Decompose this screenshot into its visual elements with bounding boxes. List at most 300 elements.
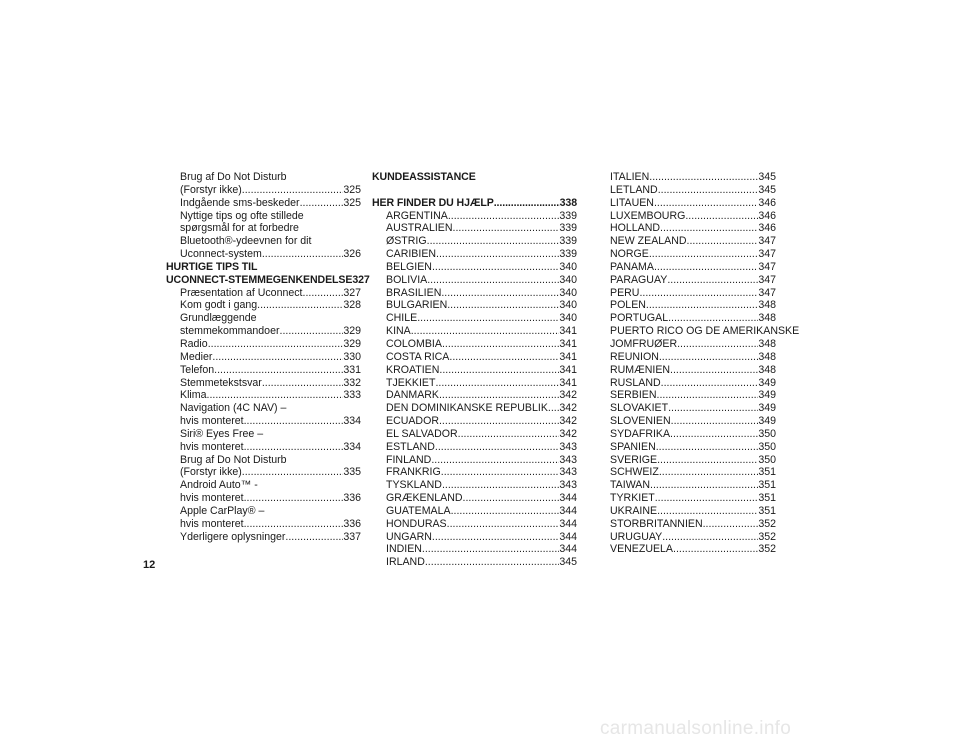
toc-text-line: Apple CarPlay® – bbox=[180, 504, 265, 517]
toc-entry-page: 351 bbox=[758, 479, 776, 492]
dot-leader bbox=[649, 171, 758, 184]
dot-leader bbox=[257, 299, 343, 312]
toc-entry[interactable] bbox=[610, 402, 776, 415]
dot-leader bbox=[442, 338, 559, 351]
toc-entry[interactable] bbox=[372, 466, 577, 479]
dot-leader bbox=[659, 351, 758, 364]
toc-entry-label: Klima bbox=[180, 389, 207, 402]
toc-entry[interactable] bbox=[372, 441, 577, 454]
dot-leader bbox=[660, 222, 758, 235]
toc-text-line: Brug af Do Not Disturb bbox=[180, 171, 287, 183]
dot-leader bbox=[208, 338, 344, 351]
toc-entry-label: Radio bbox=[180, 337, 208, 350]
toc-entry-page: 348 bbox=[758, 337, 776, 350]
toc-text-line: Nyttige tips og ofte stillede bbox=[180, 209, 304, 222]
toc-entry-label: Præsentation af Uconnect bbox=[180, 286, 303, 299]
toc-entry-label: GUATEMALA bbox=[386, 504, 451, 517]
dot-leader bbox=[436, 248, 559, 261]
toc-entry[interactable] bbox=[166, 351, 361, 364]
dot-leader bbox=[657, 454, 758, 467]
toc-entry[interactable] bbox=[166, 389, 361, 402]
toc-entry[interactable] bbox=[610, 338, 776, 351]
toc-entry-page: 329 bbox=[343, 337, 361, 350]
toc-entry-page: 325 bbox=[343, 196, 361, 209]
toc-entry-label: hvis monteret bbox=[180, 440, 244, 453]
toc-column-middle bbox=[372, 171, 577, 569]
toc-entry-page: 352 bbox=[758, 543, 776, 556]
toc-heading-entry[interactable] bbox=[372, 197, 577, 210]
toc-entry-page: 326 bbox=[343, 248, 361, 261]
toc-text-line: PUERTO RICO OG DE AMERIKANSKE bbox=[610, 325, 800, 338]
toc-entry-page: 327 bbox=[343, 286, 361, 299]
toc-entry[interactable] bbox=[610, 441, 776, 454]
toc-entry-page: 348 bbox=[758, 350, 776, 363]
toc-entry-label: UNGARN bbox=[386, 530, 432, 543]
toc-entry[interactable] bbox=[372, 312, 577, 325]
toc-entry-label: REUNION bbox=[610, 350, 659, 363]
toc-entry[interactable] bbox=[372, 415, 577, 428]
toc-entry-label: SLOVAKIET bbox=[610, 402, 669, 415]
toc-entry-page: 347 bbox=[758, 235, 776, 248]
toc-entry[interactable] bbox=[166, 364, 361, 377]
toc-text-line: Bluetooth®-ydeevnen for dit bbox=[180, 235, 312, 248]
toc-entry-label: ECUADOR bbox=[386, 415, 439, 428]
toc-entry[interactable] bbox=[166, 531, 361, 544]
toc-entry-label: KROATIEN bbox=[386, 363, 440, 376]
dot-leader bbox=[244, 415, 344, 428]
toc-entry-page: 344 bbox=[559, 504, 577, 517]
toc-entry-label: HONDURAS bbox=[386, 517, 447, 530]
toc-entry-page: 339 bbox=[559, 248, 577, 261]
toc-text-line: Grundlæggende bbox=[180, 312, 257, 325]
dot-leader bbox=[649, 248, 758, 261]
dot-leader bbox=[646, 299, 758, 312]
toc-text-line: spørgsmål for at forbedre bbox=[180, 222, 299, 235]
toc-entry-page: 337 bbox=[343, 530, 361, 543]
toc-entry-page: 339 bbox=[559, 209, 577, 222]
toc-column-right bbox=[610, 171, 800, 556]
toc-entry[interactable] bbox=[372, 428, 577, 441]
toc-entry[interactable] bbox=[372, 248, 577, 261]
toc-entry-label: BELGIEN bbox=[386, 260, 432, 273]
toc-entry-page: 334 bbox=[343, 415, 361, 428]
toc-entry[interactable] bbox=[166, 338, 361, 351]
toc-entry[interactable] bbox=[372, 518, 577, 531]
toc-entry-label: hvis monteret bbox=[180, 492, 244, 505]
dot-leader bbox=[285, 531, 343, 544]
dot-leader bbox=[548, 402, 559, 415]
toc-entry-page: 352 bbox=[758, 530, 776, 543]
dot-leader bbox=[654, 197, 758, 210]
dot-leader bbox=[244, 441, 344, 454]
toc-entry-page: 333 bbox=[343, 389, 361, 402]
toc-text-line: Navigation (4C NAV) – bbox=[180, 402, 287, 415]
toc-entry[interactable] bbox=[372, 556, 577, 569]
dot-leader bbox=[494, 197, 560, 210]
toc-entry-label: IRLAND bbox=[386, 556, 425, 569]
toc-heading: HURTIGE TIPS TIL bbox=[166, 260, 258, 273]
toc-entry[interactable] bbox=[610, 389, 776, 402]
toc-entry-page: 325 bbox=[343, 183, 361, 196]
dot-leader bbox=[262, 377, 343, 390]
toc-entry-page: 336 bbox=[343, 492, 361, 505]
toc-entry-page: 351 bbox=[758, 504, 776, 517]
dot-leader bbox=[303, 287, 344, 300]
toc-entry-label: Medier bbox=[180, 350, 213, 363]
toc-entry[interactable] bbox=[372, 299, 577, 312]
toc-entry[interactable] bbox=[610, 299, 776, 312]
toc-entry[interactable] bbox=[610, 377, 776, 390]
toc-entry-label: FINLAND bbox=[386, 453, 432, 466]
dot-leader bbox=[673, 543, 758, 556]
toc-entry-page: 343 bbox=[559, 466, 577, 479]
toc-entry-label: PANAMA bbox=[610, 260, 654, 273]
toc-text-line: Siri® Eyes Free – bbox=[180, 427, 264, 440]
dot-leader bbox=[439, 389, 559, 402]
toc-entry-page: 344 bbox=[559, 492, 577, 505]
dot-leader bbox=[670, 428, 758, 441]
toc-entry-label: Yderligere oplysninger bbox=[180, 530, 286, 543]
toc-entry-label: ESTLAND bbox=[386, 440, 435, 453]
toc-entry-page: 339 bbox=[559, 235, 577, 248]
toc-entry-label: POLEN bbox=[610, 299, 646, 312]
toc-entry-label: CARIBIEN bbox=[386, 248, 437, 261]
toc-entry-label: hvis monteret bbox=[180, 517, 244, 530]
dot-leader bbox=[660, 505, 758, 518]
dot-leader bbox=[458, 428, 560, 441]
toc-entry[interactable] bbox=[372, 389, 577, 402]
toc-entry-label: (Forstyr ikke) bbox=[180, 183, 242, 196]
dot-leader bbox=[280, 325, 344, 338]
dot-leader bbox=[300, 197, 344, 210]
dot-leader bbox=[448, 210, 560, 223]
toc-entry[interactable] bbox=[610, 274, 776, 287]
toc-entry[interactable] bbox=[610, 210, 776, 223]
toc-entry-label: RUSLAND bbox=[610, 376, 661, 389]
dot-leader bbox=[451, 505, 560, 518]
toc-entry-label: BRASILIEN bbox=[386, 286, 442, 299]
toc-entry[interactable] bbox=[372, 543, 577, 556]
toc-entry-page: 340 bbox=[559, 299, 577, 312]
toc-entry-page: 338 bbox=[559, 196, 577, 209]
toc-entry-page: 349 bbox=[758, 389, 776, 402]
toc-entry-label: LUXEMBOURG bbox=[610, 209, 686, 222]
toc-entry-label: CHILE bbox=[386, 312, 418, 325]
dot-leader bbox=[432, 261, 559, 274]
toc-entry[interactable] bbox=[610, 248, 776, 261]
toc-entry-page: 346 bbox=[758, 196, 776, 209]
dot-leader bbox=[435, 377, 559, 390]
dot-leader bbox=[677, 338, 758, 351]
toc-entry-page: 348 bbox=[758, 363, 776, 376]
dot-leader bbox=[441, 466, 560, 479]
toc-entry-page: 349 bbox=[758, 402, 776, 415]
toc-entry[interactable] bbox=[166, 415, 361, 428]
toc-entry-label: EL SALVADOR bbox=[386, 427, 458, 440]
toc-entry-label: Kom godt i gang bbox=[180, 299, 258, 312]
toc-entry[interactable] bbox=[372, 479, 577, 492]
toc-entry[interactable] bbox=[610, 261, 776, 274]
toc-entry-label: SVERIGE bbox=[610, 453, 658, 466]
toc-entry[interactable] bbox=[610, 492, 776, 505]
toc-entry-label: FRANKRIG bbox=[386, 466, 441, 479]
watermark: carmanualsonline.info bbox=[600, 718, 792, 739]
dot-leader bbox=[242, 466, 344, 479]
toc-entry-label: GRÆKENLAND bbox=[386, 492, 463, 505]
dot-leader bbox=[411, 325, 560, 338]
toc-entry-label: LITAUEN bbox=[610, 196, 654, 209]
toc-entry[interactable] bbox=[610, 505, 776, 518]
toc-entry[interactable] bbox=[372, 505, 577, 518]
toc-entry-label: KINA bbox=[386, 325, 411, 338]
toc-entry-page: 330 bbox=[343, 350, 361, 363]
toc-entry-label: SPANIEN bbox=[610, 440, 656, 453]
toc-entry-label: HOLLAND bbox=[610, 222, 661, 235]
toc-entry-label: TYRKIET bbox=[610, 492, 655, 505]
dot-leader bbox=[463, 492, 560, 505]
toc-entry-page: 340 bbox=[559, 273, 577, 286]
toc-entry-label: TJEKKIET bbox=[386, 376, 436, 389]
toc-entry-page: 349 bbox=[758, 415, 776, 428]
toc-entry[interactable] bbox=[372, 325, 577, 338]
toc-entry[interactable] bbox=[166, 492, 361, 505]
toc-entry-label: PORTUGAL bbox=[610, 312, 669, 325]
dot-leader bbox=[244, 518, 344, 531]
dot-leader bbox=[427, 274, 559, 287]
toc-entry[interactable] bbox=[372, 210, 577, 223]
toc-entry[interactable] bbox=[372, 454, 577, 467]
toc-entry[interactable] bbox=[610, 531, 776, 544]
toc-column-left bbox=[166, 171, 370, 543]
toc-entry[interactable] bbox=[372, 274, 577, 287]
toc-entry[interactable] bbox=[610, 184, 776, 197]
dot-leader bbox=[668, 312, 758, 325]
toc-entry[interactable] bbox=[166, 197, 361, 210]
dot-leader bbox=[262, 248, 343, 261]
toc-entry[interactable] bbox=[610, 171, 776, 184]
toc-entry[interactable] bbox=[610, 351, 776, 364]
dot-leader bbox=[687, 235, 759, 248]
toc-entry-page: 340 bbox=[559, 312, 577, 325]
dot-leader bbox=[449, 351, 559, 364]
toc-entry-page: 343 bbox=[559, 440, 577, 453]
toc-entry-page: 346 bbox=[758, 209, 776, 222]
dot-leader bbox=[435, 441, 559, 454]
toc-heading: KUNDEASSISTANCE bbox=[372, 171, 476, 183]
toc-entry[interactable] bbox=[166, 299, 361, 312]
toc-entry-page: 352 bbox=[758, 517, 776, 530]
toc-entry[interactable] bbox=[610, 287, 776, 300]
dot-leader bbox=[685, 210, 758, 223]
toc-entry-page: 332 bbox=[343, 376, 361, 389]
toc-entry-label: VENEZUELA bbox=[610, 543, 673, 556]
toc-entry-page: 345 bbox=[758, 183, 776, 196]
toc-entry-page: 350 bbox=[758, 453, 776, 466]
toc-entry-page: 347 bbox=[758, 260, 776, 273]
toc-entry[interactable] bbox=[610, 312, 776, 325]
toc-entry[interactable] bbox=[610, 235, 776, 248]
dot-leader bbox=[650, 479, 758, 492]
toc-entry-page: 340 bbox=[559, 260, 577, 273]
toc-text-line: Brug af Do Not Disturb bbox=[180, 453, 287, 466]
toc-entry[interactable] bbox=[372, 351, 577, 364]
toc-entry-label: URUGUAY bbox=[610, 530, 663, 543]
toc-entry-page: 345 bbox=[559, 556, 577, 569]
toc-entry-label: Telefon bbox=[180, 363, 215, 376]
toc-entry[interactable] bbox=[610, 364, 776, 377]
dot-leader bbox=[244, 492, 344, 505]
toc-entry[interactable] bbox=[610, 479, 776, 492]
dot-leader bbox=[432, 531, 559, 544]
toc-entry[interactable] bbox=[166, 377, 361, 390]
toc-entry-label: Stemmetekstsvar bbox=[180, 376, 262, 389]
toc-entry[interactable] bbox=[372, 492, 577, 505]
toc-entry[interactable] bbox=[372, 287, 577, 300]
dot-leader bbox=[425, 556, 559, 569]
dot-leader bbox=[659, 466, 758, 479]
dot-leader bbox=[658, 184, 759, 197]
toc-entry[interactable] bbox=[610, 222, 776, 235]
dot-leader bbox=[703, 518, 759, 531]
toc-entry-label: ØSTRIG bbox=[386, 235, 427, 248]
toc-entry-page: 341 bbox=[559, 376, 577, 389]
toc-entry-label: UKRAINE. bbox=[610, 504, 661, 517]
toc-entry-page: 341 bbox=[559, 350, 577, 363]
dot-leader bbox=[242, 184, 344, 197]
toc-entry[interactable] bbox=[610, 543, 776, 556]
toc-entry[interactable] bbox=[166, 518, 361, 531]
dot-leader bbox=[670, 364, 758, 377]
dot-leader bbox=[439, 415, 559, 428]
dot-leader bbox=[657, 389, 759, 402]
toc-text-line: Android Auto™ - bbox=[180, 479, 258, 492]
dot-leader bbox=[427, 235, 560, 248]
dot-leader bbox=[656, 441, 759, 454]
toc-entry[interactable] bbox=[166, 325, 361, 338]
dot-leader bbox=[655, 492, 759, 505]
toc-entry[interactable] bbox=[166, 248, 361, 261]
dot-leader bbox=[441, 287, 559, 300]
toc-entry-label: TYSKLAND bbox=[386, 479, 442, 492]
toc-entry-page: 348 bbox=[758, 312, 776, 325]
dot-leader bbox=[214, 364, 343, 377]
toc-entry[interactable] bbox=[372, 364, 577, 377]
toc-entry-page: 329 bbox=[343, 325, 361, 338]
dot-leader bbox=[453, 222, 560, 235]
toc-entry-page: 344 bbox=[559, 517, 577, 530]
dot-leader bbox=[447, 518, 560, 531]
toc-entry[interactable] bbox=[166, 441, 361, 454]
toc-entry-page: 341 bbox=[559, 337, 577, 350]
toc-entry-page: 343 bbox=[559, 453, 577, 466]
toc-entry-label: ARGENTINA bbox=[386, 209, 448, 222]
toc-entry[interactable] bbox=[610, 518, 776, 531]
toc-entry-page: 347 bbox=[758, 273, 776, 286]
toc-entry-label: AUSTRALIEN bbox=[386, 222, 453, 235]
toc-entry-label: DANMARK bbox=[386, 389, 439, 402]
toc-entry-label: COSTA RICA bbox=[386, 350, 450, 363]
toc-entry-page: 343 bbox=[559, 479, 577, 492]
page-number: 12 bbox=[143, 559, 156, 571]
toc-entry-page: 351 bbox=[758, 466, 776, 479]
toc-entry-page: 327 bbox=[352, 273, 370, 286]
toc-entry-label: stemmekommandoer bbox=[180, 325, 280, 338]
toc-entry-page: 350 bbox=[758, 427, 776, 440]
toc-entry-label: PARAGUAY bbox=[610, 273, 668, 286]
dot-leader bbox=[431, 454, 559, 467]
toc-entry-page: 328 bbox=[343, 299, 361, 312]
toc-entry[interactable] bbox=[372, 222, 577, 235]
toc-entry-page: 345 bbox=[758, 171, 776, 183]
dot-leader bbox=[442, 479, 559, 492]
toc-entry-label: DEN DOMINIKANSKE REPUBLIK bbox=[386, 402, 548, 415]
toc-entry-label: NORGE bbox=[610, 248, 649, 261]
dot-leader bbox=[422, 543, 559, 556]
toc-entry-label: NEW ZEALAND bbox=[610, 235, 687, 248]
dot-leader bbox=[661, 377, 759, 390]
toc-entry[interactable] bbox=[166, 184, 361, 197]
toc-entry[interactable] bbox=[372, 531, 577, 544]
toc-entry-page: 342 bbox=[559, 427, 577, 440]
toc-entry-label: BOLIVIA bbox=[386, 273, 428, 286]
toc-entry-label: COLOMBIA bbox=[386, 337, 442, 350]
toc-entry-page: 341 bbox=[559, 363, 577, 376]
toc-entry-page: 336 bbox=[343, 517, 361, 530]
toc-entry-label: TAIWAN bbox=[610, 479, 651, 492]
toc-entry-page: 342 bbox=[559, 402, 577, 415]
toc-entry[interactable] bbox=[372, 338, 577, 351]
toc-heading-entry[interactable] bbox=[166, 273, 370, 287]
dot-leader bbox=[667, 274, 758, 287]
toc-entry[interactable] bbox=[610, 428, 776, 441]
toc-entry-label: JOMFRUØER bbox=[610, 337, 678, 350]
toc-entry-label: SYDAFRIKA bbox=[610, 427, 671, 440]
toc-entry-label: RUMÆNIEN bbox=[610, 363, 671, 376]
dot-leader bbox=[668, 402, 758, 415]
toc-entry[interactable] bbox=[610, 415, 776, 428]
toc-entry-label: STORBRITANNIEN bbox=[610, 517, 703, 530]
toc-entry[interactable] bbox=[166, 287, 361, 300]
toc-entry-page: 351 bbox=[758, 492, 776, 505]
dot-leader bbox=[417, 312, 559, 325]
toc-entry-page: 350 bbox=[758, 440, 776, 453]
toc-entry[interactable] bbox=[610, 454, 776, 467]
toc-entry[interactable] bbox=[372, 261, 577, 274]
toc-entry-page: 334 bbox=[343, 440, 361, 453]
toc-entry-label: SERBIEN bbox=[610, 389, 657, 402]
dot-leader bbox=[662, 531, 758, 544]
toc-entry[interactable] bbox=[166, 466, 361, 479]
toc-entry[interactable] bbox=[610, 197, 776, 210]
dot-leader bbox=[212, 351, 343, 364]
toc-entry-label: HER FINDER DU HJÆLP bbox=[372, 196, 494, 209]
toc-entry-label: SCHWEIZ bbox=[610, 466, 659, 479]
spacer bbox=[372, 184, 577, 197]
toc-entry[interactable] bbox=[372, 235, 577, 248]
dot-leader bbox=[447, 299, 559, 312]
toc-entry-page: 347 bbox=[758, 248, 776, 261]
toc-entry[interactable] bbox=[372, 402, 577, 415]
toc-entry[interactable] bbox=[372, 377, 577, 390]
toc-entry-label: PERU bbox=[610, 286, 640, 299]
toc-entry-page: 342 bbox=[559, 389, 577, 402]
toc-entry-label: hvis monteret bbox=[180, 415, 244, 428]
toc-entry-page: 349 bbox=[758, 376, 776, 389]
dot-leader bbox=[207, 389, 344, 402]
toc-entry[interactable] bbox=[610, 466, 776, 479]
dot-leader bbox=[639, 287, 758, 300]
toc-entry-page: 348 bbox=[758, 299, 776, 312]
